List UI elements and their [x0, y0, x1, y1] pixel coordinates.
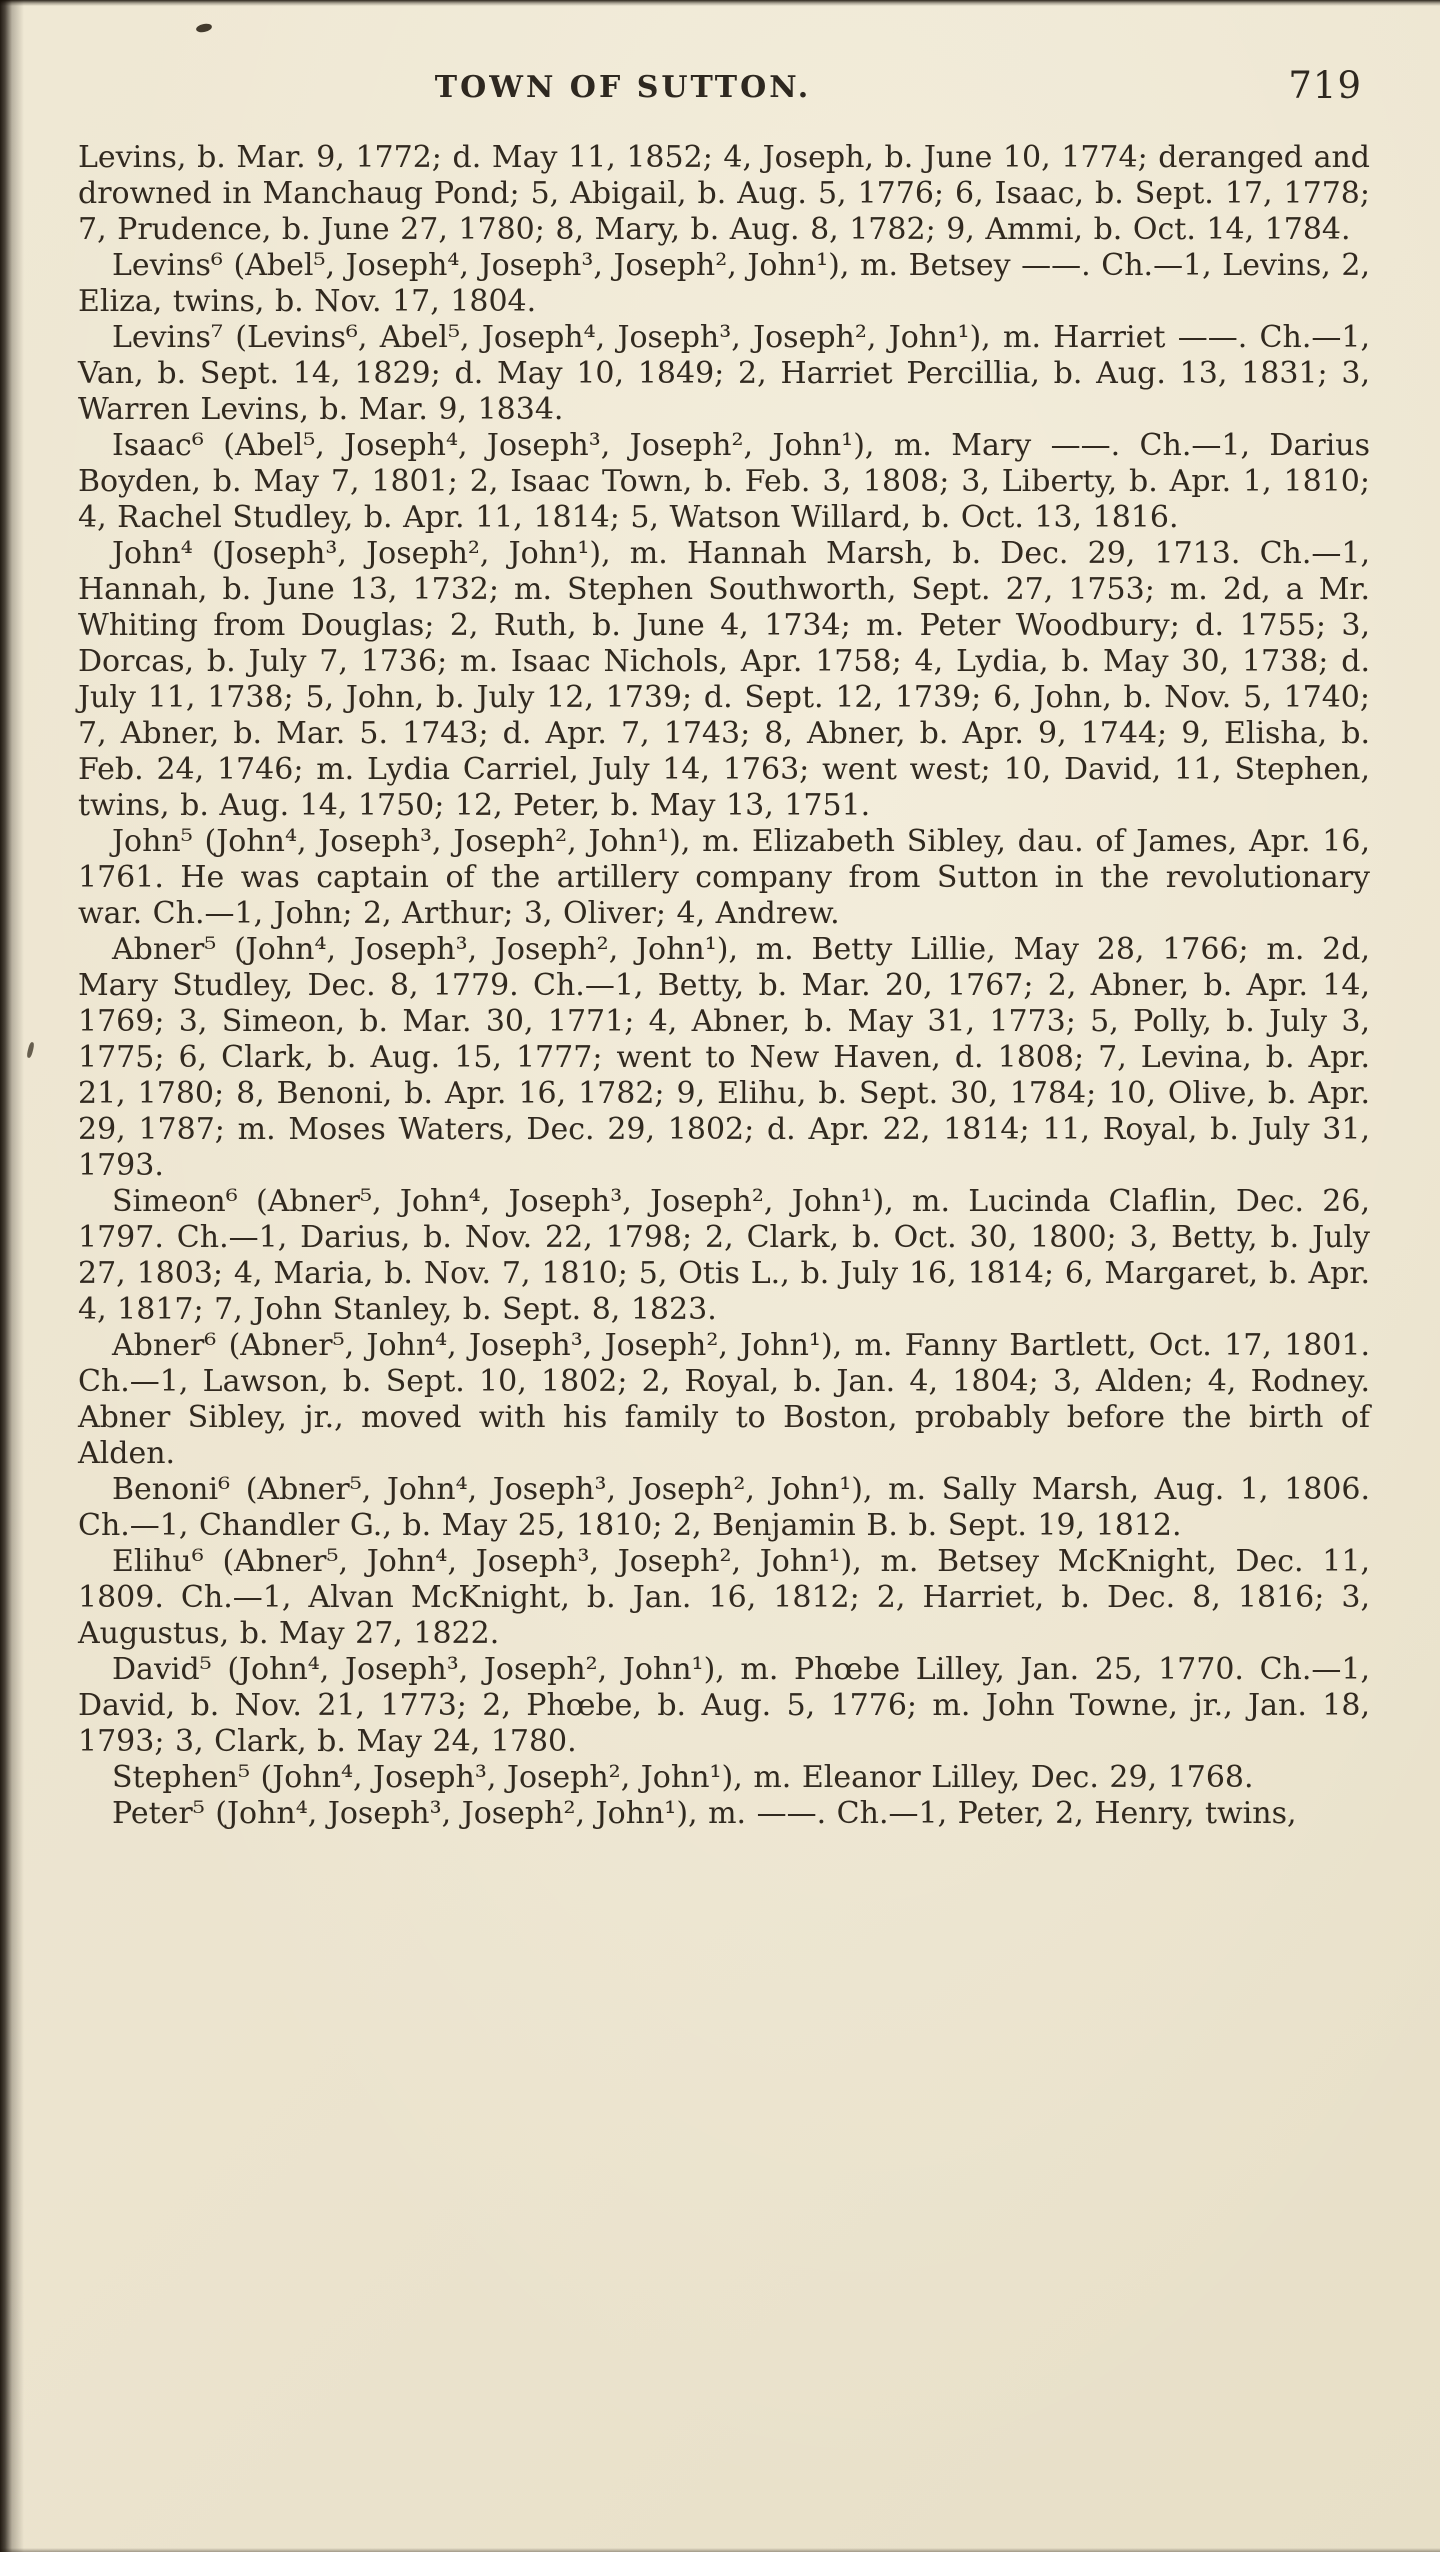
- paragraph: Abner⁵ (John⁴, Joseph³, Joseph², John¹), m. Betty Lillie, May 28, 1766; m. 2d, Mary Studley, Dec. 8, 1779. Ch.—1, Betty, b. Mar. 20, 1767; 2, Abner, b. Apr. 14, 1769; 3, Simeon, b. Mar. 30, 1771; 4, Abner, b. May 31, 1773; 5, Polly, b. July 3, 1775; 6, Clark, b. Aug. 15, 1777; went to New Haven, d. 1808; 7, Levina, b. Apr. 21, 1780; 8, Benoni, b. Apr. 16, 1782; 9, Elihu, b. Sept. 30, 1784; 10, Olive, b. Apr. 29, 1787; m. Moses Waters, Dec. 29, 1802; d. Apr. 22, 1814; 11, Royal, b. July 31, 1793.: [78, 932, 1370, 1183]
- paragraph: John⁵ (John⁴, Joseph³, Joseph², John¹), m. Elizabeth Sibley, dau. of James, Apr. 16, 1761. He was captain of the artillery company from Sutton in the revolutionary war. Ch.—1, John; 2, Arthur; 3, Oliver; 4, Andrew.: [78, 824, 1370, 931]
- paragraph: Levins, b. Mar. 9, 1772; d. May 11, 1852; 4, Joseph, b. June 10, 1774; deranged and drowned in Manchaug Pond; 5, Abigail, b. Aug. 5, 1776; 6, Isaac, b. Sept. 17, 1778; 7, Prudence, b. June 27, 1780; 8, Mary, b. Aug. 8, 1782; 9, Ammi, b. Oct. 14, 1784.: [78, 140, 1370, 247]
- ink-speck: [195, 22, 212, 33]
- scan-edge-top: [0, 0, 1440, 6]
- paragraph: Levins⁷ (Levins⁶, Abel⁵, Joseph⁴, Joseph³, Joseph², John¹), m. Harriet ——. Ch.—1, Van, b. Sept. 14, 1829; d. May 10, 1849; 2, Harriet Percillia, b. Aug. 13, 1831; 3, Warren Levins, b. Mar. 9, 1834.: [78, 320, 1370, 427]
- paragraph: John⁴ (Joseph³, Joseph², John¹), m. Hannah Marsh, b. Dec. 29, 1713. Ch.—1, Hannah, b. June 13, 1732; m. Stephen Southworth, Sept. 27, 1753; m. 2d, a Mr. Whiting from Douglas; 2, Ruth, b. June 4, 1734; m. Peter Woodbury; d. 1755; 3, Dorcas, b. July 7, 1736; m. Isaac Nichols, Apr. 1758; 4, Lydia, b. May 30, 1738; d. July 11, 1738; 5, John, b. July 12, 1739; d. Sept. 12, 1739; 6, John, b. Nov. 5, 1740; 7, Abner, b. Mar. 5. 1743; d. Apr. 7, 1743; 8, Abner, b. Apr. 9, 1744; 9, Elisha, b. Feb. 24, 1746; m. Lydia Carriel, July 14, 1763; went west; 10, David, 11, Stephen, twins, b. Aug. 14, 1750; 12, Peter, b. May 13, 1751.: [78, 536, 1370, 823]
- ink-speck: [26, 1042, 35, 1059]
- page-header: [78, 64, 1368, 116]
- paragraph: Isaac⁶ (Abel⁵, Joseph⁴, Joseph³, Joseph², John¹), m. Mary ——. Ch.—1, Darius Boyden, b. May 7, 1801; 2, Isaac Town, b. Feb. 3, 1808; 3, Liberty, b. Apr. 1, 1810; 4, Rachel Studley, b. Apr. 11, 1814; 5, Watson Willard, b. Oct. 13, 1816.: [78, 428, 1370, 535]
- scan-edge-left: [0, 0, 24, 2552]
- paragraph: Benoni⁶ (Abner⁵, John⁴, Joseph³, Joseph², John¹), m. Sally Marsh, Aug. 1, 1806. Ch.—1, Chandler G., b. May 25, 1810; 2, Benjamin B. b. Sept. 19, 1812.: [78, 1472, 1370, 1543]
- paragraph: Peter⁵ (John⁴, Joseph³, Joseph², John¹), m. ——. Ch.—1, Peter, 2, Henry, twins,: [112, 1796, 1297, 1831]
- page-title: TOWN OF SUTTON.: [434, 70, 812, 105]
- paragraph: Elihu⁶ (Abner⁵, John⁴, Joseph³, Joseph², John¹), m. Betsey McKnight, Dec. 11, 1809. Ch.—1, Alvan McKnight, b. Jan. 16, 1812; 2, Harriet, b. Dec. 8, 1816; 3, Augustus, b. May 27, 1822.: [78, 1544, 1370, 1651]
- paragraph: Abner⁶ (Abner⁵, John⁴, Joseph³, Joseph², John¹), m. Fanny Bartlett, Oct. 17, 1801. Ch.—1, Lawson, b. Sept. 10, 1802; 2, Royal, b. Jan. 4, 1804; 3, Alden; 4, Rodney. Abner Sibley, jr., moved with his family to Boston, probably before the birth of Alden.: [78, 1328, 1370, 1471]
- page-number: 719: [1288, 64, 1362, 107]
- paragraph: Levins⁶ (Abel⁵, Joseph⁴, Joseph³, Joseph², John¹), m. Betsey ——. Ch.—1, Levins, 2, Eliza, twins, b. Nov. 17, 1804.: [78, 248, 1370, 319]
- scan-edge-bottom: [0, 2548, 1440, 2552]
- paragraph: Stephen⁵ (John⁴, Joseph³, Joseph², John¹), m. Eleanor Lilley, Dec. 29, 1768.: [112, 1760, 1254, 1795]
- paragraph: David⁵ (John⁴, Joseph³, Joseph², John¹), m. Phœbe Lilley, Jan. 25, 1770. Ch.—1, David, b. Nov. 21, 1773; 2, Phœbe, b. Aug. 5, 1776; m. John Towne, jr., Jan. 18, 1793; 3, Clark, b. May 24, 1780.: [78, 1652, 1370, 1759]
- page-body: [78, 140, 1370, 1832]
- paragraph: Simeon⁶ (Abner⁵, John⁴, Joseph³, Joseph², John¹), m. Lucinda Claflin, Dec. 26, 1797. Ch.—1, Darius, b. Nov. 22, 1798; 2, Clark, b. Oct. 30, 1800; 3, Betty, b. July 27, 1803; 4, Maria, b. Nov. 7, 1810; 5, Otis L., b. July 16, 1814; 6, Margaret, b. Apr. 4, 1817; 7, John Stanley, b. Sept. 8, 1823.: [78, 1184, 1370, 1327]
